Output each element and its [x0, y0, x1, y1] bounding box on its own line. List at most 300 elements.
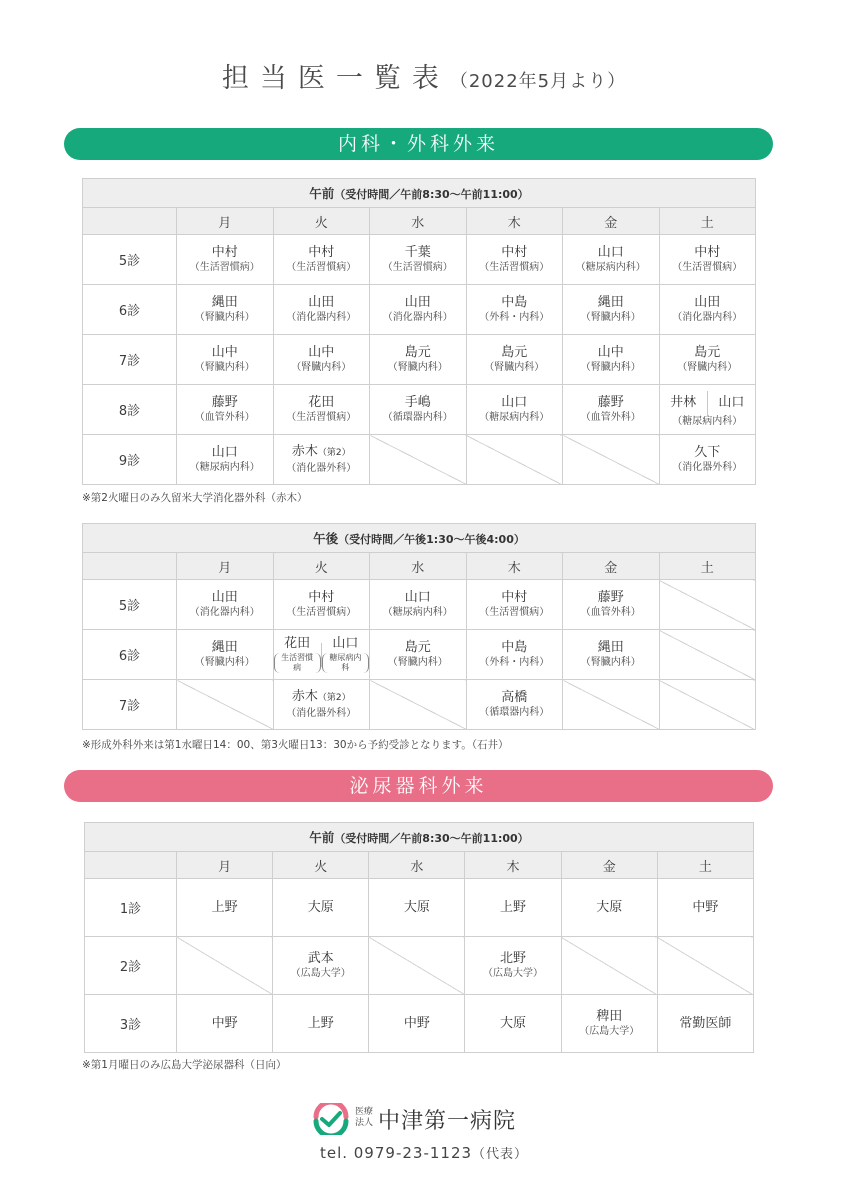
doctor-name-line: [467, 639, 563, 656]
doctor-cell: [563, 385, 660, 435]
doctor-cell: [659, 385, 756, 435]
doctor-cell: [659, 435, 756, 485]
phone-number: [0, 1143, 848, 1162]
department: （消化器外科）: [286, 708, 357, 719]
doctor-name-line: [274, 394, 370, 411]
doctor-name-line: [467, 589, 563, 606]
doctor-name: 中野: [692, 900, 719, 915]
doctor-cell: [273, 285, 370, 335]
doctor-name: 中村: [501, 245, 528, 260]
doctor-name-line: [274, 589, 370, 606]
doctor-name: 山田: [308, 295, 335, 310]
doctor-name: 島元: [501, 345, 528, 360]
corner-cell: [83, 208, 177, 235]
department: （糖尿病内科）: [479, 412, 550, 423]
room-label: 1診: [85, 879, 177, 937]
doctor-name: 山田: [211, 590, 238, 605]
department: （糖尿病内科）: [575, 262, 646, 273]
table-row: [83, 385, 756, 435]
department: （血管外科）: [580, 412, 641, 423]
department: （消化器外科）: [672, 462, 743, 473]
doctor-name: 上野: [307, 1016, 334, 1031]
weekday-5: 土: [657, 852, 753, 879]
doctor-cell: [561, 995, 657, 1053]
corp-type-line1: 医療: [355, 1107, 374, 1117]
corp-type: [355, 1107, 373, 1129]
doctor-name-line: [370, 294, 466, 311]
doctor-name: 山中: [308, 345, 335, 360]
table-row: [83, 630, 756, 680]
doctor-name: 山口: [597, 245, 624, 260]
doctor-name: 高橋: [501, 690, 528, 705]
table-row: [83, 580, 756, 630]
weekday-3: 木: [465, 852, 561, 879]
doctor-cell: [273, 879, 369, 937]
reception-hours: （受付時間／午前8:30〜午前11:00）: [334, 188, 529, 201]
split-right: [322, 635, 369, 674]
doctor-name: 赤木: [291, 689, 318, 704]
doctor-name-line: [274, 244, 370, 261]
department: （糖尿病内科）: [189, 462, 260, 473]
doctor-name: 中島: [501, 640, 528, 655]
weekday-header-row: [85, 852, 754, 879]
department: （消化器内科）: [382, 312, 453, 323]
weekday-3: 木: [466, 553, 563, 580]
table-row: [83, 285, 756, 335]
doctor-name-line: [370, 589, 466, 606]
doctor-cell: [466, 335, 563, 385]
doctor-cell: [273, 435, 370, 485]
department: （腎臓内科）: [484, 362, 545, 373]
session-label: 午前: [309, 830, 335, 845]
doctor-name: 島元: [404, 345, 431, 360]
doctor-name-line: [563, 344, 659, 361]
doctor-name-line: [562, 899, 657, 916]
weekday-0: 月: [177, 553, 274, 580]
split-names: [660, 391, 756, 415]
doctor-name-2: 山口: [718, 395, 745, 410]
room-label: 2診: [85, 937, 177, 995]
department: （生活習慣病）: [286, 607, 357, 618]
urology-note: ※第1月曜日のみ広島大学泌尿器科（日向）: [82, 1059, 287, 1071]
doctor-name-line: [467, 294, 563, 311]
doctor-name-line: [563, 639, 659, 656]
split-left: [274, 635, 321, 674]
doctor-cell: [370, 335, 467, 385]
department: （腎臓内科）: [194, 362, 255, 373]
department: （消化器外科）: [286, 463, 357, 474]
doctor-name-line: [370, 344, 466, 361]
doctor-name-line: [273, 1015, 368, 1032]
doctor-name-line: [177, 639, 273, 656]
empty-slot: [659, 630, 756, 680]
doctor-cell: [370, 285, 467, 335]
am-schedule-table: [82, 178, 756, 485]
department: （広島大学）: [579, 1026, 640, 1037]
doctor-cell: [563, 580, 660, 630]
reception-hours: （受付時間／午前8:30〜午前11:00）: [334, 832, 529, 845]
doctor-name: 藤野: [597, 590, 624, 605]
department: （消化器内科）: [672, 312, 743, 323]
department: （生活習慣病）: [382, 262, 453, 273]
department: 生活習慣病: [274, 653, 321, 673]
room-label: 3診: [85, 995, 177, 1053]
weekday-4: 金: [561, 852, 657, 879]
doctor-name-line: [177, 899, 272, 916]
doctor-name-line: [274, 344, 370, 361]
empty-slot: [659, 580, 756, 630]
pm-note: ※形成外科外来は第1水曜日14：00、第3火曜日13：30から予約受診となります。（石井）: [82, 739, 509, 751]
weekday-1: 火: [273, 208, 370, 235]
phone-number-text: tel. 0979-23-1123: [319, 1144, 473, 1162]
page-title-sub: （2022年5月より）: [449, 71, 627, 92]
doctor-cell: [465, 879, 561, 937]
weekday-1: 火: [273, 553, 370, 580]
doctor-cell: [177, 435, 274, 485]
department: （腎臓内科）: [580, 657, 641, 668]
pm-schedule-table: [82, 523, 756, 730]
doctor-cell: [466, 285, 563, 335]
doctor-cell: [563, 335, 660, 385]
doctor-cell: [369, 995, 465, 1053]
urology-schedule-table: [84, 822, 754, 1053]
department: （循環器内科）: [479, 707, 550, 718]
doctor-name-line: [563, 244, 659, 261]
doctor-name: 常勤医師: [679, 1016, 732, 1031]
department: （腎臓内科）: [580, 362, 641, 373]
doctor-name-line: [660, 444, 756, 461]
room-label: 5診: [83, 580, 177, 630]
weekday-5: 土: [659, 553, 756, 580]
doctor-cell: [370, 385, 467, 435]
doctor-cell: [466, 580, 563, 630]
doctor-name: 山口: [332, 636, 359, 651]
department: （腎臓内科）: [291, 362, 352, 373]
week-mark: （第2）: [317, 448, 351, 458]
doctor-cell: [177, 580, 274, 630]
department: （糖尿病内科）: [672, 415, 743, 427]
doctor-cell: [273, 995, 369, 1053]
department: 糖尿病内科: [322, 653, 369, 673]
doctor-cell: [657, 995, 753, 1053]
table-row: [85, 937, 754, 995]
table-header-row: [83, 524, 756, 553]
phone-number-note: （代表）: [472, 1147, 529, 1162]
week-mark: （第2）: [317, 693, 351, 703]
session-label: 午前: [309, 186, 335, 201]
doctor-name-line: [660, 294, 756, 311]
doctor-cell: [370, 630, 467, 680]
doctor-cell: [370, 235, 467, 285]
session-label: 午後: [313, 531, 339, 546]
department: （腎臓内科）: [387, 362, 448, 373]
table-row: [85, 995, 754, 1053]
doctor-name-line: [369, 899, 464, 916]
empty-slot: [369, 937, 465, 995]
room-label: 9診: [83, 435, 177, 485]
weekday-5: 土: [659, 208, 756, 235]
empty-slot: [563, 435, 660, 485]
table-row: [83, 335, 756, 385]
doctor-name-line: [563, 294, 659, 311]
doctor-name-line: [274, 688, 370, 707]
urology-banner: 泌尿器科外来: [64, 770, 773, 802]
doctor-name: 大原: [596, 900, 623, 915]
empty-slot: [370, 680, 467, 730]
department: （外科・内科）: [479, 312, 550, 323]
doctor-name-line: [660, 244, 756, 261]
doctor-name: 中野: [211, 1016, 238, 1031]
table-row: [83, 235, 756, 285]
doctor-cell: [177, 630, 274, 680]
empty-slot: [177, 680, 274, 730]
doctor-cell: [561, 879, 657, 937]
doctor-name: 中村: [501, 590, 528, 605]
doctor-name: 藤野: [211, 395, 238, 410]
page-title: [0, 56, 848, 95]
doctor-cell: [273, 630, 370, 680]
room-label: 6診: [83, 630, 177, 680]
department: （広島大学）: [290, 968, 351, 979]
doctor-name: 中村: [308, 590, 335, 605]
table-header-row: [83, 179, 756, 208]
department: （消化器内科）: [189, 607, 260, 618]
department: （循環器内科）: [382, 412, 453, 423]
department: （生活習慣病）: [479, 607, 550, 618]
doctor-name: 赤木: [291, 444, 318, 459]
doctor-name-line: [177, 294, 273, 311]
table-header-row: [85, 823, 754, 852]
doctor-cell: [657, 879, 753, 937]
doctor-name-line: [370, 639, 466, 656]
doctor-name: 中村: [694, 245, 721, 260]
doctor-name: 千葉: [404, 245, 431, 260]
weekday-2: 水: [370, 553, 467, 580]
doctor-name-line: [465, 899, 560, 916]
doctor-name: 山口: [211, 445, 238, 460]
doctor-name: 花田: [308, 395, 335, 410]
doctor-cell: [177, 879, 273, 937]
doctor-cell: [369, 879, 465, 937]
department: （腎臓内科）: [387, 657, 448, 668]
department: （生活習慣病）: [189, 262, 260, 273]
doctor-name-line: [177, 394, 273, 411]
department: （腎臓内科）: [677, 362, 738, 373]
doctor-name: 山田: [404, 295, 431, 310]
doctor-name-line: [658, 1015, 753, 1032]
doctor-cell: [177, 335, 274, 385]
empty-slot: [370, 435, 467, 485]
doctor-cell: [273, 580, 370, 630]
doctor-name: 大原: [403, 900, 430, 915]
doctor-cell: [177, 235, 274, 285]
weekday-4: 金: [563, 553, 660, 580]
doctor-name-line: [658, 899, 753, 916]
department: （腎臓内科）: [194, 657, 255, 668]
doctor-name: 山田: [694, 295, 721, 310]
doctor-cell: [177, 995, 273, 1053]
doctor-cell: [465, 995, 561, 1053]
table-body: [85, 823, 754, 1053]
doctor-name-line: [562, 1008, 657, 1025]
hospital-logo-icon: [312, 1103, 350, 1135]
doctor-name: 島元: [694, 345, 721, 360]
department: （生活習慣病）: [479, 262, 550, 273]
room-label: 7診: [83, 335, 177, 385]
doctor-cell: [466, 385, 563, 435]
doctor-cell: [563, 285, 660, 335]
doctor-name-line: [370, 244, 466, 261]
doctor-name: 中島: [501, 295, 528, 310]
doctor-name-line: [177, 244, 273, 261]
department: （生活習慣病）: [672, 262, 743, 273]
doctor-name: 上野: [211, 900, 238, 915]
weekday-0: 月: [177, 208, 274, 235]
hospital-logo: [312, 1101, 542, 1141]
doctor-cell: [659, 235, 756, 285]
doctor-name: 久下: [694, 445, 721, 460]
weekday-3: 木: [466, 208, 563, 235]
empty-slot: [657, 937, 753, 995]
department: （血管外科）: [580, 607, 641, 618]
department: （生活習慣病）: [286, 412, 357, 423]
corp-type-line2: 法人: [355, 1118, 374, 1128]
doctor-name: 縄田: [211, 295, 238, 310]
doctor-name: 手嶋: [404, 395, 431, 410]
table-header-cell: [85, 823, 754, 852]
table-row: [85, 879, 754, 937]
department: （消化器内科）: [286, 312, 357, 323]
doctor-name: 稗田: [596, 1009, 623, 1024]
doctor-cell: [273, 235, 370, 285]
doctor-name-line: [467, 244, 563, 261]
doctor-name: 花田: [284, 636, 311, 651]
reception-hours: （受付時間／午後1:30〜午後4:00）: [338, 533, 525, 546]
corner-cell: [85, 852, 177, 879]
doctor-name-line: [467, 394, 563, 411]
hospital-name: 中津第一病院: [378, 1109, 517, 1134]
doctor-name-line: [465, 950, 560, 967]
corner-cell: [83, 553, 177, 580]
room-label: 8診: [83, 385, 177, 435]
table-row: [83, 680, 756, 730]
department: （腎臓内科）: [194, 312, 255, 323]
split-cell: [274, 635, 370, 674]
department: （外科・内科）: [479, 657, 550, 668]
weekday-header-row: [83, 208, 756, 235]
doctor-name-line: [467, 689, 563, 706]
doctor-name-line: [467, 344, 563, 361]
table-header-cell: [83, 524, 756, 553]
table-header-cell: [83, 179, 756, 208]
doctor-cell: [370, 580, 467, 630]
table-body: [83, 179, 756, 485]
doctor-name: 山口: [404, 590, 431, 605]
doctor-cell: [466, 680, 563, 730]
doctor-name-line: [370, 394, 466, 411]
doctor-name-line: [273, 950, 368, 967]
weekday-2: 水: [369, 852, 465, 879]
doctor-cell: [563, 235, 660, 285]
doctor-name: 山口: [501, 395, 528, 410]
doctor-cell: [273, 335, 370, 385]
empty-slot: [563, 680, 660, 730]
department: （血管外科）: [194, 412, 255, 423]
department: （腎臓内科）: [580, 312, 641, 323]
doctor-name-line: [369, 1015, 464, 1032]
doctor-cell: [273, 680, 370, 730]
doctor-name: 島元: [404, 640, 431, 655]
doctor-name: 中村: [211, 245, 238, 260]
doctor-name-line: [177, 589, 273, 606]
weekday-0: 月: [177, 852, 273, 879]
doctor-cell: [466, 630, 563, 680]
doctor-name-line: [465, 1015, 560, 1032]
doctor-cell: [659, 285, 756, 335]
doctor-cell: [659, 335, 756, 385]
doctor-cell: [466, 235, 563, 285]
room-label: 5診: [83, 235, 177, 285]
doctor-name: 中野: [403, 1016, 430, 1031]
am-note: ※第2火曜日のみ久留米大学消化器外科（赤木）: [82, 492, 308, 504]
doctor-name-line: [660, 344, 756, 361]
department: （広島大学）: [483, 968, 544, 979]
empty-slot: [659, 680, 756, 730]
empty-slot: [466, 435, 563, 485]
empty-slot: [561, 937, 657, 995]
doctor-name: 大原: [307, 900, 334, 915]
doctor-cell: [273, 385, 370, 435]
doctor-name: 山中: [211, 345, 238, 360]
doctor-name: 北野: [500, 951, 527, 966]
room-label: 6診: [83, 285, 177, 335]
doctor-name: 縄田: [597, 640, 624, 655]
doctor-name: 藤野: [597, 395, 624, 410]
internal-surgery-banner: 内科・外科外来: [64, 128, 773, 160]
doctor-name: 山中: [597, 345, 624, 360]
empty-slot: [177, 937, 273, 995]
doctor-name: 上野: [500, 900, 527, 915]
doctor-name: 中村: [308, 245, 335, 260]
room-label: 7診: [83, 680, 177, 730]
doctor-cell: [465, 937, 561, 995]
doctor-name: 縄田: [597, 295, 624, 310]
weekday-1: 火: [273, 852, 369, 879]
doctor-name-line: [177, 1015, 272, 1032]
department: （生活習慣病）: [286, 262, 357, 273]
doctor-cell: [563, 630, 660, 680]
department: （糖尿病内科）: [382, 607, 453, 618]
doctor-name-line: [563, 394, 659, 411]
doctor-name-line: [274, 443, 370, 462]
table-body: [83, 524, 756, 730]
doctor-name-line: [274, 294, 370, 311]
doctor-cell: [273, 937, 369, 995]
doctor-name: 井林: [670, 395, 697, 410]
doctor-name: 縄田: [211, 640, 238, 655]
weekday-header-row: [83, 553, 756, 580]
doctor-cell: [177, 385, 274, 435]
doctor-cell: [177, 285, 274, 335]
doctor-name-line: [177, 344, 273, 361]
doctor-name: 大原: [500, 1016, 527, 1031]
page-title-main: 担当医一覧表: [221, 63, 450, 94]
doctor-name: 武本: [307, 951, 334, 966]
doctor-name-line: [177, 444, 273, 461]
doctor-name-line: [273, 899, 368, 916]
weekday-4: 金: [563, 208, 660, 235]
table-row: [83, 435, 756, 485]
